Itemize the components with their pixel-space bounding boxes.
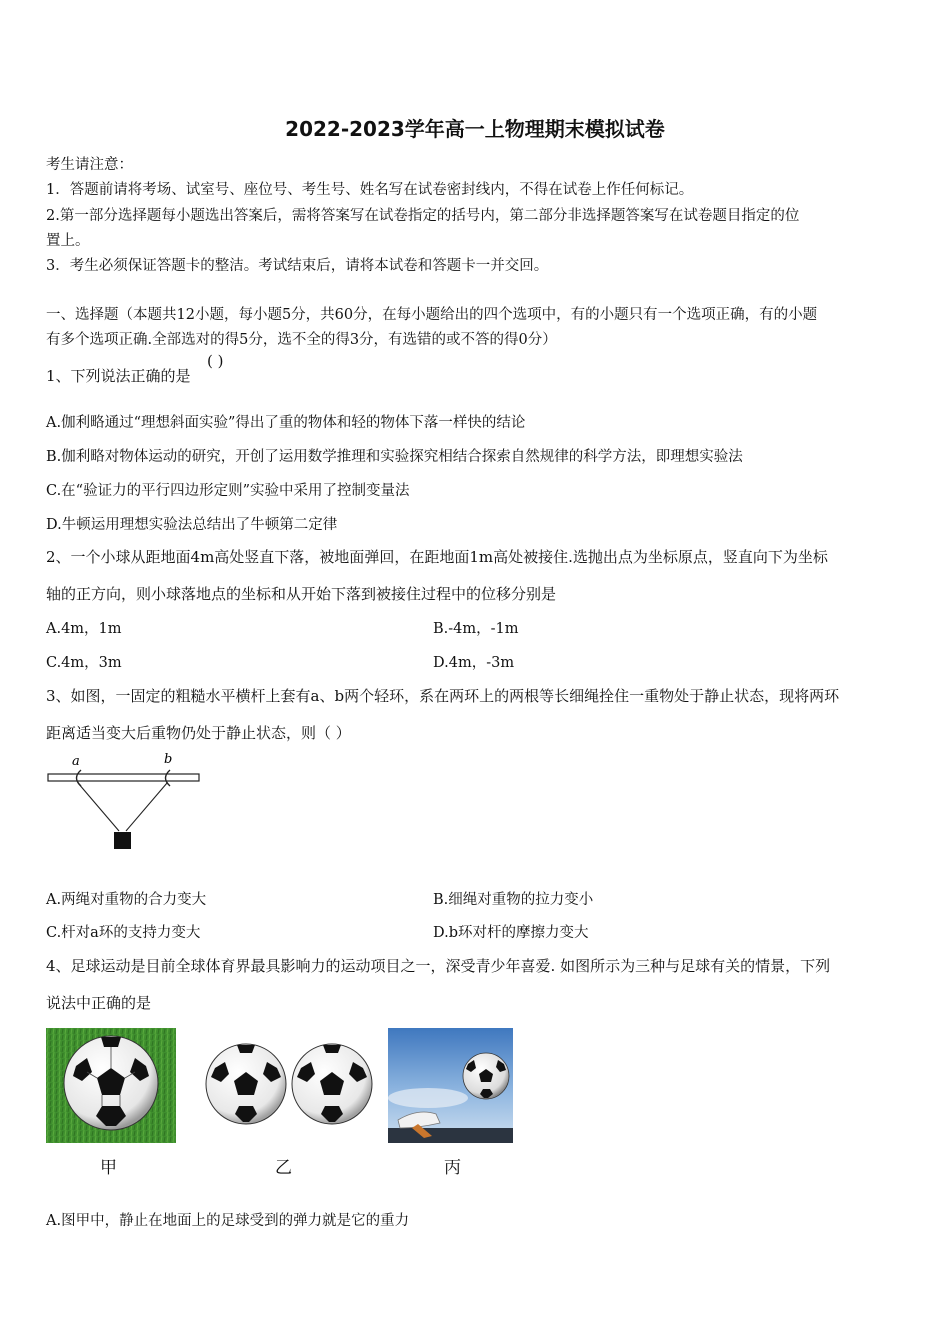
photo-two-balls bbox=[203, 1042, 375, 1126]
q4-option-a: A.图甲中，静止在地面上的足球受到的弹力就是它的重力 bbox=[46, 1213, 410, 1229]
q2-option-a: A.4m，1m bbox=[46, 621, 122, 637]
caption-yi: 乙 bbox=[275, 1158, 292, 1178]
question-3-stem: 3、如图，一固定的粗糙水平横杆上套有a、b两个轻环，系在两环上的两根等长细绳拴住一重物处于静止状态，现将两环 bbox=[46, 687, 840, 705]
q1-option-a: A.伽利略通过“理想斜面实验”得出了重的物体和轻的物体下落一样快的结论 bbox=[46, 415, 526, 431]
question-4-stem: 4、足球运动是目前全球体育界最具影响力的运动项目之一，深受青少年喜爱. 如图所示为三种与足球有关的情景，下列 bbox=[46, 957, 831, 975]
ball-left bbox=[206, 1044, 286, 1124]
q2-option-d: D.4m，-3m bbox=[433, 655, 515, 671]
notice-item: 2.第一部分选择题每小题选出答案后，需将答案写在试卷指定的括号内，第二部分非选择题答案写在试卷题目指定的位 bbox=[46, 208, 800, 224]
horizontal-rod bbox=[48, 774, 199, 781]
page-title: 2022-2023学年高一上物理期末模拟试卷 bbox=[285, 117, 665, 141]
section-heading: 一、选择题（本题共12小题，每小题5分，共60分，在每小题给出的四个选项中，有的小题只有一个选项正确，有的小题 bbox=[46, 307, 818, 323]
rod-rings-diagram bbox=[40, 748, 210, 856]
q3-option-b: B.细绳对重物的拉力变小 bbox=[433, 892, 594, 908]
photo-ball-on-grass bbox=[46, 1028, 176, 1143]
q2-option-b: B.-4m，-1m bbox=[433, 621, 519, 637]
ring-b-label: b bbox=[164, 752, 173, 767]
caption-jia: 甲 bbox=[100, 1158, 117, 1178]
section-heading-cont: 有多个选项正确.全部选对的得5分，选不全的得3分，有选错的或不答的得0分） bbox=[46, 332, 557, 348]
answer-paren: ( ) bbox=[207, 352, 224, 370]
q3-option-d: D.b环对杆的摩擦力变大 bbox=[433, 925, 589, 941]
q2-option-c: C.4m，3m bbox=[46, 655, 122, 671]
question-2-stem-cont: 轴的正方向，则小球落地点的坐标和从开始下落到被接住过程中的位移分别是 bbox=[46, 585, 557, 603]
rope-right bbox=[126, 783, 167, 831]
q1-option-d: D.牛顿运用理想实验法总结出了牛顿第二定律 bbox=[46, 517, 338, 533]
photo-kicked-ball bbox=[388, 1028, 513, 1143]
question-3-stem-cont: 距离适当变大后重物仍处于静止状态，则（ ） bbox=[46, 724, 351, 742]
caption-bing: 丙 bbox=[444, 1158, 461, 1178]
q3-option-a: A.两绳对重物的合力变大 bbox=[46, 892, 207, 908]
ring-a-label: a bbox=[72, 754, 80, 769]
hanging-weight bbox=[114, 832, 131, 849]
notice-item: 1．答题前请将考场、试室号、座位号、考生号、姓名写在试卷密封线内，不得在试卷上作任何标记。 bbox=[46, 182, 694, 198]
notice-heading: 考生请注意： bbox=[46, 157, 133, 173]
q1-option-c: C.在“验证力的平行四边形定则”实验中采用了控制变量法 bbox=[46, 483, 410, 499]
notice-item: 3．考生必须保证答题卡的整洁。考试结束后，请将本试卷和答题卡一并交回。 bbox=[46, 258, 549, 274]
q1-option-b: B.伽利略对物体运动的研究，开创了运用数学推理和实验探究相结合探索自然规律的科学方法，即理想实验法 bbox=[46, 449, 743, 465]
rope-left bbox=[78, 783, 119, 831]
question-1-stem: 1、下列说法正确的是 bbox=[46, 367, 191, 385]
ball-right bbox=[292, 1044, 372, 1124]
notice-item: 置上。 bbox=[46, 233, 90, 249]
question-4-stem-cont: 说法中正确的是 bbox=[46, 994, 152, 1012]
q3-option-c: C.杆对a环的支持力变大 bbox=[46, 925, 201, 941]
question-2-stem: 2、一个小球从距地面4m高处竖直下落，被地面弹回，在距地面1m高处被接住.选抛出点为坐标原点，竖直向下为坐标 bbox=[46, 548, 828, 566]
